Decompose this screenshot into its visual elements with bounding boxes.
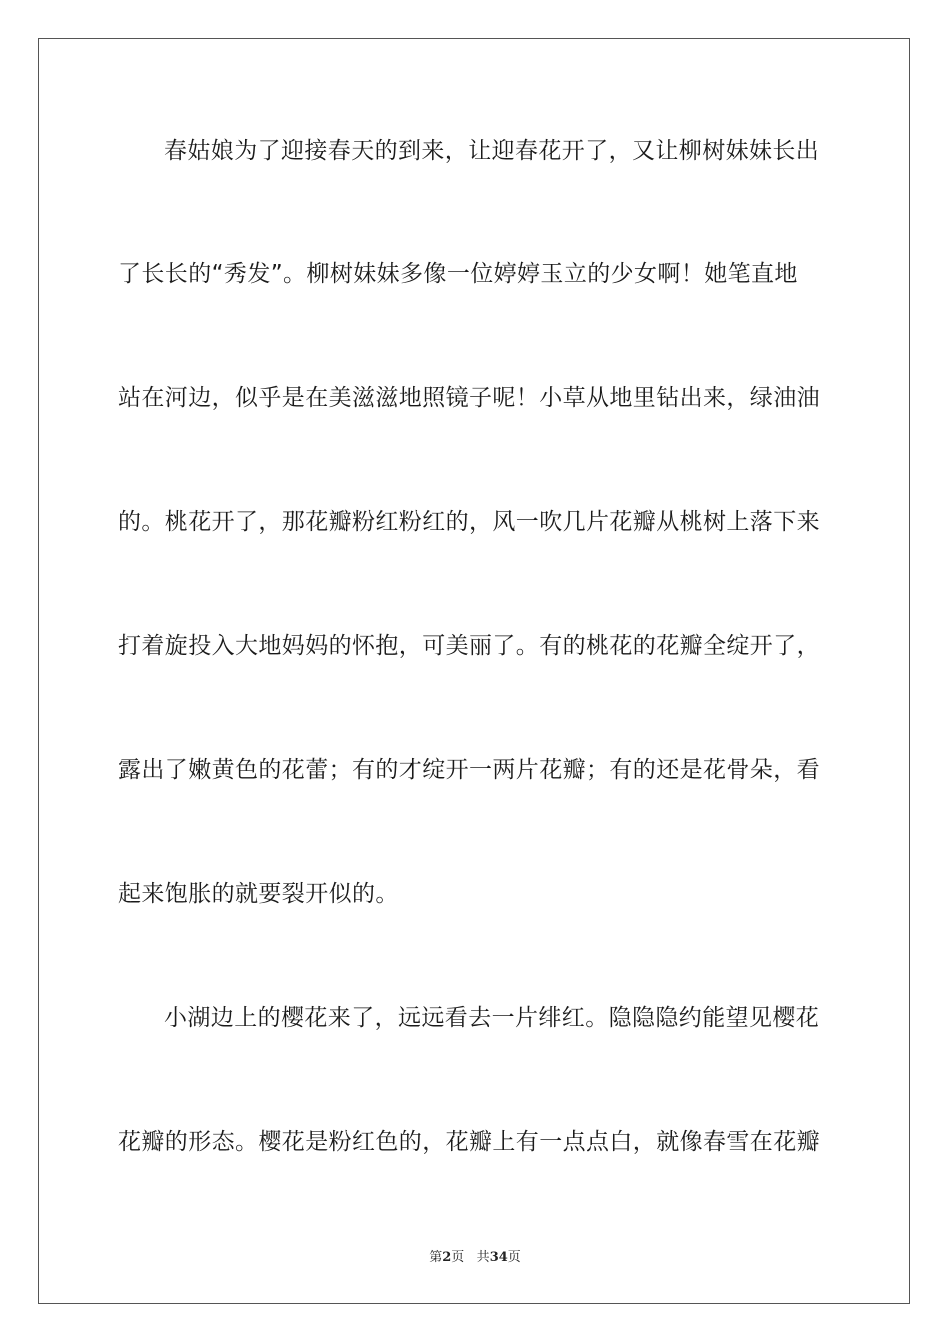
paragraph-1-line-7: 起来饱胀的就要裂开似的。	[118, 881, 399, 907]
paragraph-2-line-1: 小湖边上的樱花来了，远远看去一片绯红。隐隐隐约能望见樱花	[164, 1005, 820, 1031]
paragraph-1-line-4: 的。桃花开了，那花瓣粉红粉红的，风一吹几片花瓣从桃树上落下来	[118, 509, 820, 535]
paragraph-1-line-1: 春姑娘为了迎接春天的到来，让迎春花开了，又让柳树妹妹长出	[164, 138, 820, 164]
footer-page-number: 2	[442, 1250, 452, 1265]
paragraph-1-line-6: 露出了嫩黄色的花蕾；有的才绽开一两片花瓣；有的还是花骨朵，看	[118, 757, 820, 783]
footer-page-suffix: 页	[451, 1250, 465, 1265]
footer-total-pages: 34	[489, 1250, 508, 1265]
footer-prefix: 第	[429, 1250, 443, 1265]
paragraph-1-line-5: 打着旋投入大地妈妈的怀抱，可美丽了。有的桃花的花瓣全绽开了，	[118, 633, 820, 659]
page-footer	[0, 1246, 950, 1265]
paragraph-1-line-2: 了长长的“秀发”。柳树妹妹多像一位婷婷玉立的少女啊！她笔直地	[118, 261, 798, 287]
footer-total-prefix: 共	[476, 1250, 490, 1265]
paragraph-1-line-3: 站在河边，似乎是在美滋滋地照镜子呢！小草从地里钻出来，绿油油	[118, 385, 820, 411]
paragraph-2-line-2: 花瓣的形态。樱花是粉红色的，花瓣上有一点点白，就像春雪在花瓣	[118, 1129, 820, 1155]
footer-total-suffix: 页	[507, 1250, 521, 1265]
page-border	[38, 38, 910, 1304]
